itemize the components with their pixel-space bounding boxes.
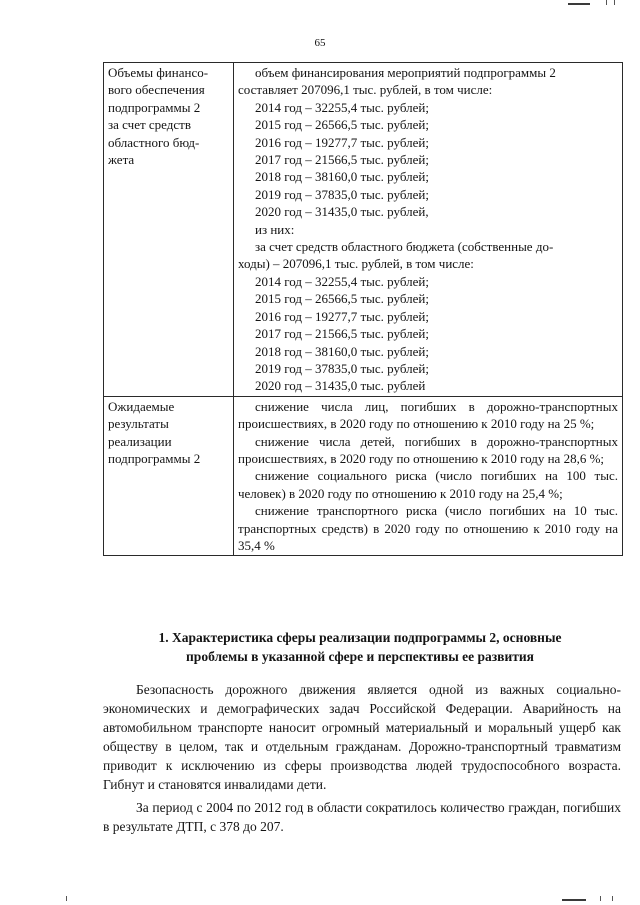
results-label-cell <box>104 396 234 556</box>
financing-line: 2016 год – 19277,7 тыс. рублей; <box>255 308 429 324</box>
financing-line: 2018 год – 38160,0 тыс. рублей; <box>255 343 429 359</box>
expected-result-item: снижение транспортного риска (число погибших на 10 тыс. транспортных средств) в 2020 году по отношению к 2010 году на 35,4 % <box>238 503 618 553</box>
body-paragraph: Безопасность дорожного движения является одной из важных социально-экономических и демографических задач Российской Федерации. Аварийность на автомобильном транспорте наносит огромный материальный и моральный ущерб как обществу в целом, так и отдельным гражданам. Дорожно-транспортный травматизм приводит к исключению из сферы производства людей трудоспособного возраста. Гибнут и становятся инвалидами дети. <box>103 682 621 792</box>
scan-tick-top <box>606 0 607 5</box>
scan-mark-top <box>568 3 590 5</box>
subprogram-passport-table <box>103 62 623 556</box>
financing-label-line: областного бюд- <box>108 134 200 150</box>
section-heading-line: проблемы в указанной сфере и перспективы ее развития <box>186 649 534 664</box>
table-row-financing <box>104 63 623 397</box>
financing-line: за счет средств областного бюджета (собственные до- <box>255 239 554 255</box>
financing-line: 2015 год – 26566,5 тыс. рублей; <box>255 117 429 133</box>
financing-line: 2020 год – 31435,0 тыс. рублей <box>255 378 426 394</box>
financing-line: 2015 год – 26566,5 тыс. рублей; <box>255 291 429 307</box>
financing-line: 2016 год – 19277,7 тыс. рублей; <box>255 134 429 150</box>
expected-result-item: снижение числа лиц, погибших в дорожно-транспортных происшествиях, в 2020 году по отношению к 2010 году на 25 %; <box>238 398 618 432</box>
section-heading-line: 1. Характеристика сферы реализации подпрограммы 2, основные <box>158 630 562 645</box>
financing-value-cell <box>234 63 623 397</box>
body-paragraph: За период с 2004 по 2012 год в области сократилось количество граждан, погибших в результате ДТП, с 378 до 207. <box>103 800 621 834</box>
financing-label-line: Объемы финансо- <box>108 65 209 80</box>
financing-line: 2014 год – 32255,4 тыс. рублей; <box>255 273 429 289</box>
financing-label-line: за счет средств <box>108 117 191 133</box>
results-label-line: реализации <box>108 433 172 449</box>
financing-label-line: подпрограммы 2 <box>108 99 201 115</box>
scan-tick-bottom <box>600 896 601 901</box>
financing-line: 2017 год – 21566,5 тыс. рублей; <box>255 152 429 168</box>
financing-label-line: жета <box>108 152 135 168</box>
results-label-line: результаты <box>108 416 169 432</box>
financing-line: из них: <box>255 221 295 237</box>
financing-line: 2017 год – 21566,5 тыс. рублей; <box>255 326 429 342</box>
financing-label-line: вого обеспечения <box>108 82 205 98</box>
section-body <box>103 680 621 840</box>
scan-tick-top <box>614 0 615 5</box>
scan-tick-bottom <box>612 896 613 901</box>
financing-line: 2019 год – 37835,0 тыс. рублей; <box>255 186 429 202</box>
table-row-results <box>104 396 623 556</box>
results-value-cell <box>234 396 623 556</box>
financing-line: ходы) – 207096,1 тыс. рублей, в том числе: <box>238 256 474 272</box>
financing-line: 2019 год – 37835,0 тыс. рублей; <box>255 360 429 376</box>
section-heading <box>110 628 610 666</box>
financing-line: 2018 год – 38160,0 тыс. рублей; <box>255 169 429 185</box>
expected-result-item: снижение социального риска (число погибших на 100 тыс. человек) в 2020 году по отношению к 2010 году на 25,4 %; <box>238 468 618 501</box>
financing-line: составляет 207096,1 тыс. рублей, в том числе: <box>238 82 493 98</box>
financing-line: 2014 год – 32255,4 тыс. рублей; <box>255 99 429 115</box>
financing-label-cell <box>104 63 234 397</box>
scan-mark-bottom <box>562 899 586 901</box>
page-number: 65 <box>314 37 326 49</box>
financing-line: 2020 год – 31435,0 тыс. рублей, <box>255 204 429 220</box>
results-label-line: Ожидаемые <box>108 398 175 414</box>
results-label-line: подпрограммы 2 <box>108 450 201 466</box>
financing-line: объем финансирования мероприятий подпрограммы 2 <box>255 65 556 80</box>
scan-tick-bottom <box>66 896 67 901</box>
expected-result-item: снижение числа детей, погибших в дорожно-транспортных происшествиях, в 2020 году по отношению к 2010 году на 28,6 %; <box>238 433 618 466</box>
